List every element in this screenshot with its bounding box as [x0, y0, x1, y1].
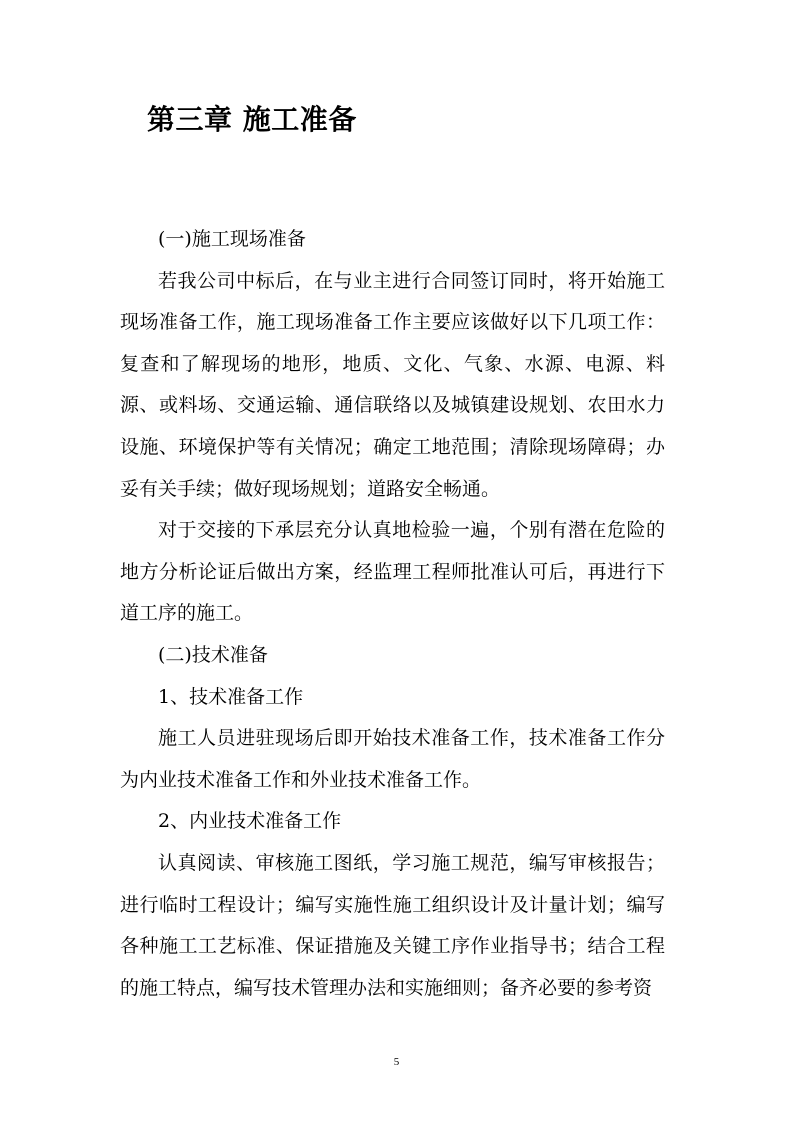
paragraph-internal-technical-work: 认真阅读、审核施工图纸，学习施工规范，编写审核报告；进行临时工程设计；编写实施性施工组织设计及计量计划；编写各种施工工艺标准、保证措施及关键工序作业指导书；结合工程的施工特点，编写技术管理办法和实施细则；备齐必要的参考资: [120, 851, 665, 999]
page-number: 5: [393, 1056, 400, 1068]
section-heading-technical-preparation: (二)技术准备: [158, 643, 268, 666]
subheading-internal-technical-work: 2、内业技术准备工作: [158, 810, 342, 833]
subheading-technical-work: 1、技术准备工作: [158, 685, 304, 708]
paragraph-technical-work: 施工人员进驻现场后即开始技术准备工作，技术准备工作分为内业技术准备工作和外业技术准备工作。: [120, 727, 665, 791]
section-heading-site-preparation: (一)施工现场准备: [158, 228, 306, 250]
paragraph-inspection: 对于交接的下承层充分认真地检验一遍，个别有潜在危险的地方分析论证后做出方案，经监理工程师批准认可后，再进行下道工序的施工。: [120, 519, 665, 625]
document-body: [120, 219, 665, 1009]
chapter-title: 第三章 施工准备: [147, 103, 357, 136]
paragraph-site-preparation: 若我公司中标后，在与业主进行合同签订同时，将开始施工现场准备工作，施工现场准备工作主要应该做好以下几项工作：复查和了解现场的地形，地质、文化、气象、水源、电源、料源、或料场、交通运输、通信联络以及城镇建设规划、农田水力设施、环境保护等有关情况；确定工地范围；清除现场障碍；办妥有关手续；做好现场规划；道路安全畅通。: [120, 269, 665, 500]
